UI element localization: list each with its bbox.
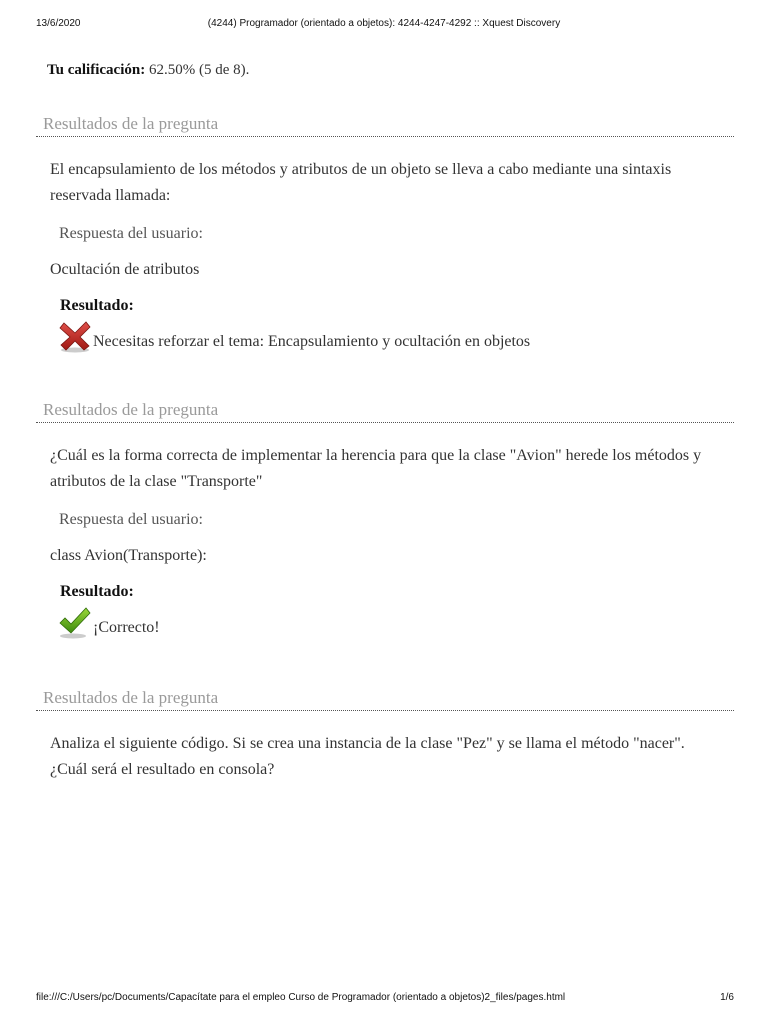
print-date: 13/6/2020	[36, 18, 81, 29]
section-title: Resultados de la pregunta	[36, 686, 734, 711]
user-answer-label: Respuesta del usuario:	[59, 511, 203, 528]
result-label: Resultado:	[60, 583, 134, 600]
print-page-number: 1/6	[720, 992, 734, 1003]
question-text: ¿Cuál es la forma correcta de implementar la herencia para que la clase "Avion" herede los métodos y atributos de la clase "Transporte"	[50, 447, 702, 490]
print-page-title: (4244) Programador (orientado a objetos): 4244-4247-4292 :: Xquest Discovery	[207, 18, 561, 29]
print-file-path: file:///C:/Users/pc/Documents/Capacítate para el empleo Curso de Programador (orientado a objetos)2_files/pages.html	[36, 992, 566, 1003]
grade-summary	[47, 62, 249, 79]
section-title: Resultados de la pregunta	[36, 112, 734, 137]
section-title: Resultados de la pregunta	[36, 398, 734, 423]
question-result-section	[36, 112, 734, 355]
result-row	[36, 319, 734, 355]
question-result-section	[36, 398, 734, 641]
user-answer-label: Respuesta del usuario:	[59, 225, 203, 242]
result-label: Resultado:	[60, 297, 134, 314]
grade-label: Tu calificación:	[47, 62, 146, 78]
question-text: Analiza el siguiente código. Si se crea una instancia de la clase "Pez" y se llama el método "nacer". ¿Cuál será el resultado en consola?	[50, 735, 685, 778]
print-header	[0, 14, 768, 30]
user-answer-value: Ocultación de atributos	[50, 261, 200, 278]
feedback-text: ¡Correcto!	[93, 619, 160, 636]
question-result-section	[36, 686, 734, 783]
print-footer	[0, 988, 768, 1004]
user-answer-value: class Avion(Transporte):	[50, 547, 207, 564]
red-x-icon	[58, 319, 92, 353]
green-check-icon	[58, 605, 92, 639]
result-row	[36, 605, 734, 641]
feedback-text: Necesitas reforzar el tema: Encapsulamiento y ocultación en objetos	[93, 333, 531, 350]
question-text: El encapsulamiento de los métodos y atributos de un objeto se lleva a cabo mediante una sintaxis reservada llamada:	[50, 161, 672, 204]
grade-value: 62.50% (5 de 8).	[148, 62, 250, 78]
